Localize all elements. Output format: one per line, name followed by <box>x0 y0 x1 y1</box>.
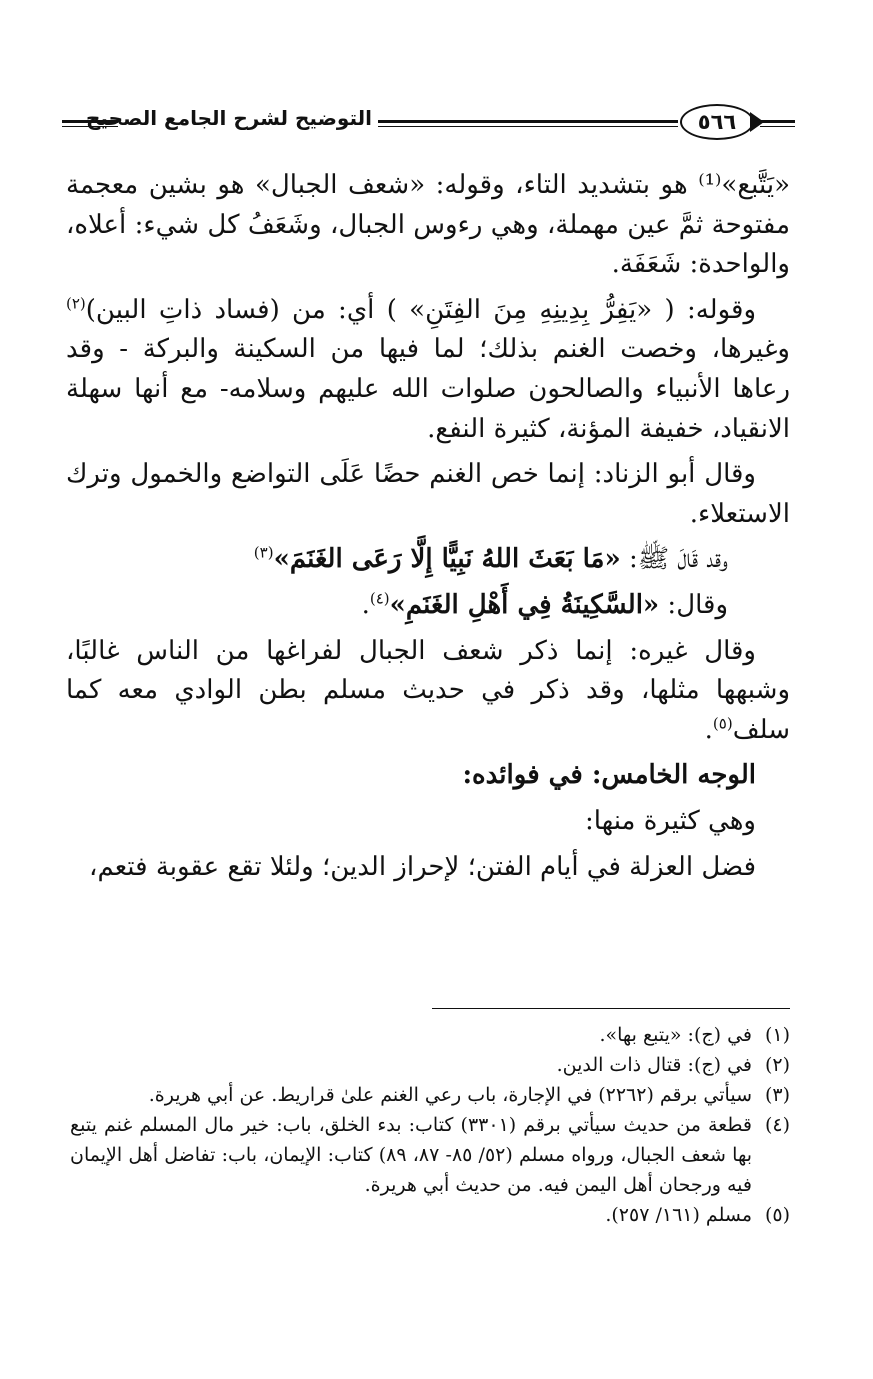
footnote-2 <box>70 1050 790 1080</box>
footnote-text: سيأتي برقم (٢٢٦٢) في الإجارة، باب رعي الغنم علىٰ قراريط. عن أبي هريرة. <box>148 1084 752 1106</box>
page-number: ٥٦٦ <box>697 110 737 134</box>
paragraph-5-end: . <box>361 589 370 620</box>
hadith-quote-1: «مَا بَعَثَ اللهُ نَبِيًّا إِلَّا رَعَى الغَنَمَ» <box>273 544 621 575</box>
paragraph-6 <box>66 632 790 751</box>
paragraph-1: «يَتَّبع»⁽¹⁾ هو بتشديد التاء، وقوله: «شعف الجبال» هو بشين معجمة مفتوحة ثمَّ عين مهملة، وهي رءوس الجبال، وشَعَفُ كل شيء: أعلاه، والواحدة: شَعَفَة. <box>66 170 790 280</box>
footnote-ref-5: (٥) <box>712 714 733 733</box>
paragraph-4 <box>66 540 790 580</box>
footnote-3 <box>70 1080 790 1110</box>
paragraph-6-end: . <box>704 714 713 745</box>
header-rule-middle <box>378 120 678 127</box>
footnotes <box>70 1020 790 1230</box>
footnote-number: (٥) <box>764 1204 790 1226</box>
paragraph-4-start: وقد قَالَ ﷺ: <box>620 544 728 575</box>
footnote-1 <box>70 1020 790 1050</box>
footnote-text: مسلم (١٦١/ ٢٥٧). <box>605 1204 752 1226</box>
header-rule-right <box>760 120 795 127</box>
footnote-ref-4: (٤) <box>369 589 390 608</box>
paragraph-8: وهي كثيرة منها: <box>585 805 756 836</box>
footnote-number: (١) <box>764 1024 790 1046</box>
footnote-number: (٣) <box>764 1084 790 1106</box>
paragraph-6-text: وقال غيره: إنما ذكر شعف الجبال لفراغها من الناس غالبًا، وشبهها مثلها، وقد ذكر في حديث مسلم بطن الوادي معه كما سلف <box>66 635 790 745</box>
footnote-ref-2: (٢) <box>66 294 86 313</box>
footnote-4 <box>70 1110 790 1200</box>
hadith-quote-2: «السَّكِينَةُ فِي أَهْلِ الغَنَمِ» <box>389 589 660 620</box>
footnote-text: في (ج): «يتبع بها». <box>599 1024 752 1046</box>
paragraph-2-rest: وغيرها، وخصت الغنم بذلك؛ لما فيها من السكينة والبركة - وقد رعاها الأنبياء والصالحون صلوات الله عليهم وسلامه- مع أنها سهلة الانقياد، خفيفة المؤنة، كثيرة النفع. <box>66 334 790 444</box>
paragraph-2 <box>66 291 790 449</box>
running-title: التوضيح لشرح الجامع الصحيح <box>86 106 372 130</box>
paragraph-9: فضل العزلة في أيام الفتن؛ لإحراز الدين؛ ولئلا تقع عقوبة فتعم، <box>89 851 756 882</box>
paragraph-5-start: وقال: <box>659 589 728 620</box>
paragraph-3: وقال أبو الزناد: إنما خص الغنم حضًا عَلَى التواضع والخمول وترك الاستعلاء. <box>66 459 790 529</box>
footnote-separator <box>432 1008 790 1009</box>
paragraph-5 <box>66 586 790 626</box>
paragraph-2-start: وقوله: ( «يَفِرُّ بِدِينِهِ مِنَ الفِتَنِ» ) أي: من (فساد ذاتِ البين) <box>85 294 756 325</box>
footnote-number: (٢) <box>764 1054 790 1076</box>
main-text <box>66 166 790 893</box>
footnote-number: (٤) <box>764 1114 790 1136</box>
footnote-5 <box>70 1200 790 1230</box>
footnote-text: قطعة من حديث سيأتي برقم (٣٣٠١) كتاب: بدء الخلق، باب: خير مال المسلم غنم يتبع بها شعف الجبال، ورواه مسلم (٥٢/ ٨٥- ٨٧، ٨٩) كتاب: الإيمان، باب: تفاضل أهل الإيمان فيه ورجحان أهل اليمن فيه. من حديث أبي هريرة. <box>70 1114 753 1196</box>
footnote-ref-3: (٣) <box>253 543 274 562</box>
page-header <box>60 104 795 144</box>
page-number-badge <box>680 104 754 140</box>
section-heading: الوجه الخامس: في فوائده: <box>462 760 756 791</box>
footnote-text: في (ج): قتال ذات الدين. <box>556 1054 752 1076</box>
